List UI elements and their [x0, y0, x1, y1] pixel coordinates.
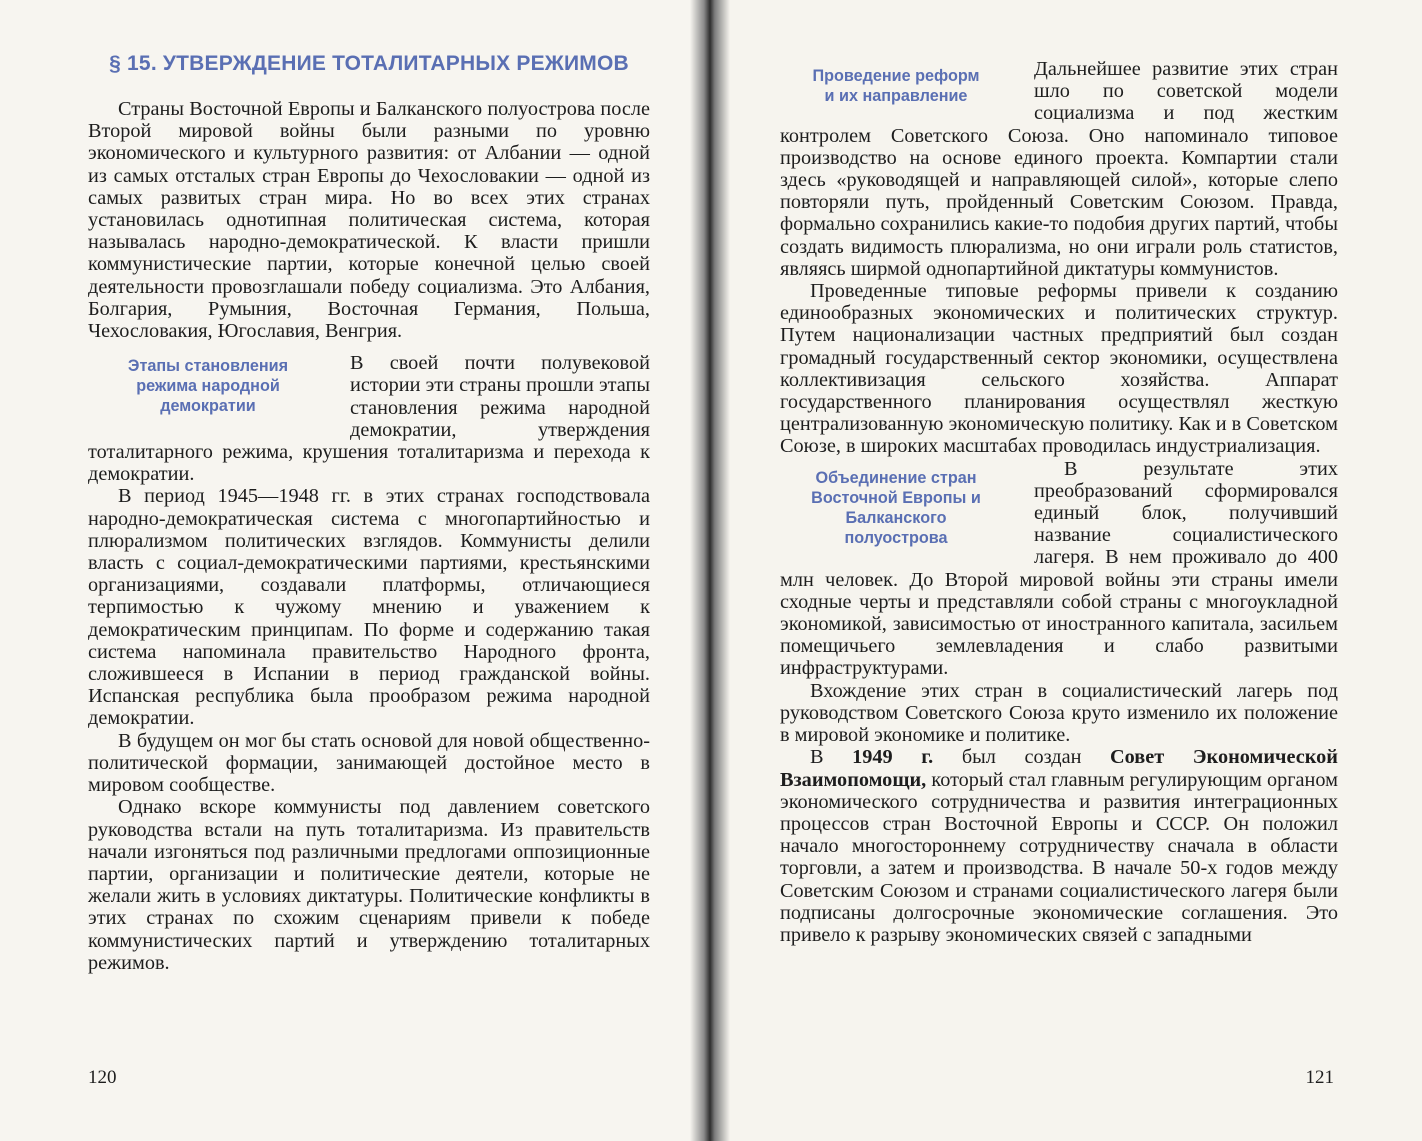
- paragraph: В период 1945—1948 гг. в этих странах господствовала народно-демократическая система с многопартийностью и плюрализмом политических взглядов. Коммунисты делили власть с социал-демократическими партиями, крестьянскими организациями, создавали платформы, отличающиеся терпимостью к чужому мнению и уважением к демократическим принципам. По форме и содержанию такая система напоминала правительство Народного фронта, сложившееся в Испании в период гражданской войны. Испанская республика была прообразом режима народной демократии.: [88, 485, 650, 730]
- margin-heading-line: Этапы становления: [127, 357, 289, 376]
- book-gutter-shadow: [690, 0, 730, 1141]
- paragraph: В будущем он мог бы стать основой для новой общественно-политической формации, занимающей достойное место в мировом сообществе.: [88, 729, 650, 797]
- paragraph: Однако вскоре коммунисты под давлением советского руководства встали на путь тоталитаризма. Из правительств начали изгоняться под различными предлогами оппозиционные партии, организации и политические деятели, которые не желали жить в условиях диктатуры. Политические конфликты в этих странах по схожим сценариям привели к победе коммунистических партий и утверждению тоталитарных режимов.: [88, 796, 650, 974]
- paragraph: Вхождение этих стран в социалистический лагерь под руководством Советского Союза круто изменило их положение в мировой экономике и политике.: [780, 679, 1338, 747]
- margin-heading-line: Балканского: [845, 508, 947, 527]
- page-number: 120: [88, 1067, 117, 1088]
- margin-heading-line: Объединение стран: [815, 468, 977, 487]
- paragraph: Страны Восточной Европы и Балканского полуострова после Второй мировой войны были разными по уровню экономического и культурного развития: от Албании — одной из самых отсталых стран Европы до Чехословакии — одной из самых развитых стран мира. Но во всех этих странах установилась однотипная политическая система, которая называлась народно-демократической. К власти пришли коммунистические партии, которые конечной целью своей деятельности провозглашали победу социализма. Это Албания, Болгария, Румыния, Восточная Германия, Польша, Чехословакия, Югославия, Венгрия.: [88, 98, 650, 343]
- margin-heading-line: демократии: [160, 397, 256, 416]
- margin-heading-line: режима народной: [136, 377, 280, 396]
- organization-emphasis: Совет Экономической Взаимопомощи,: [780, 746, 1338, 791]
- text-run: был создан: [933, 746, 1111, 769]
- paragraph-comecon: [780, 746, 1338, 946]
- paragraph: В результате этих преобразований сформировался единый блок, получивший название социалистического лагеря. В нем проживало до 400 млн человек. До Второй мировой войны эти страны имели сходные черты и представляли собой страны с многоукладной экономикой, зависимостью от иностранного капитала, засильем помещичьего землевладения и слабо развитыми инфраструктурами.: [780, 457, 1338, 680]
- margin-heading-line: и их направление: [824, 87, 968, 105]
- margin-heading-reforms: [780, 66, 1012, 106]
- text-run: который стал главным регулирующим органом экономического сотрудничества и развития интеграционных процессов стран Восточной Европы и СССР. Он положил начало многостороннему сотрудничеству сначала в области торговли, а затем и производства. В начале 50-х годов между Советским Союзом и странами социалистического лагеря были подписаны долгосрочные экономические соглашения. Это привело к разрыву экономических связей с западными: [780, 768, 1338, 946]
- left-page: [0, 0, 706, 1141]
- year-emphasis: 1949 г.: [852, 746, 934, 769]
- margin-heading-stages: [88, 356, 328, 416]
- margin-heading-line: Восточной Европы и: [811, 488, 981, 507]
- text-run: В: [810, 746, 853, 769]
- paragraph: В своей почти полувековой истории эти страны прошли этапы становления режима народной демократии, утверждения тоталитарного режима, крушения тоталитаризма и перехода к демократии.: [88, 352, 650, 486]
- margin-heading-line: полуострова: [844, 528, 948, 547]
- paragraph: Проведенные типовые реформы привели к созданию единообразных экономических и политических структур. Путем национализации частных предприятий был создан громадный государственный сектор экономики, осуществлена коллективизация сельского хозяйства. Аппарат государственного планирования осуществлял жесткую централизованную экономическую политику. Как и в Советском Союзе, в широких масштабах проводилась индустриализация.: [780, 280, 1338, 458]
- paragraph: Дальнейшее развитие этих стран шло по советской модели социализма и под жестким контролем Советского Союза. Оно напоминало типовое производство на основе единого проекта. Компартии стали здесь «руководящей и направляющей силой», которые слепо повторяли путь, пройденный Советским Союзом. Правда, формально сохранились какие-то подобия других партий, чтобы создать видимость плюрализма, но они играли роль статистов, являясь ширмой однопартийной диктатуры коммунистов.: [780, 58, 1338, 280]
- chapter-title: § 15. УТВЕРЖДЕНИЕ ТОТАЛИТАРНЫХ РЕЖИМОВ: [109, 52, 629, 75]
- margin-heading-union: [780, 468, 1012, 548]
- margin-heading-line: Проведение реформ: [812, 67, 980, 85]
- page-number: 121: [1305, 1067, 1334, 1088]
- right-page: [706, 0, 1422, 1141]
